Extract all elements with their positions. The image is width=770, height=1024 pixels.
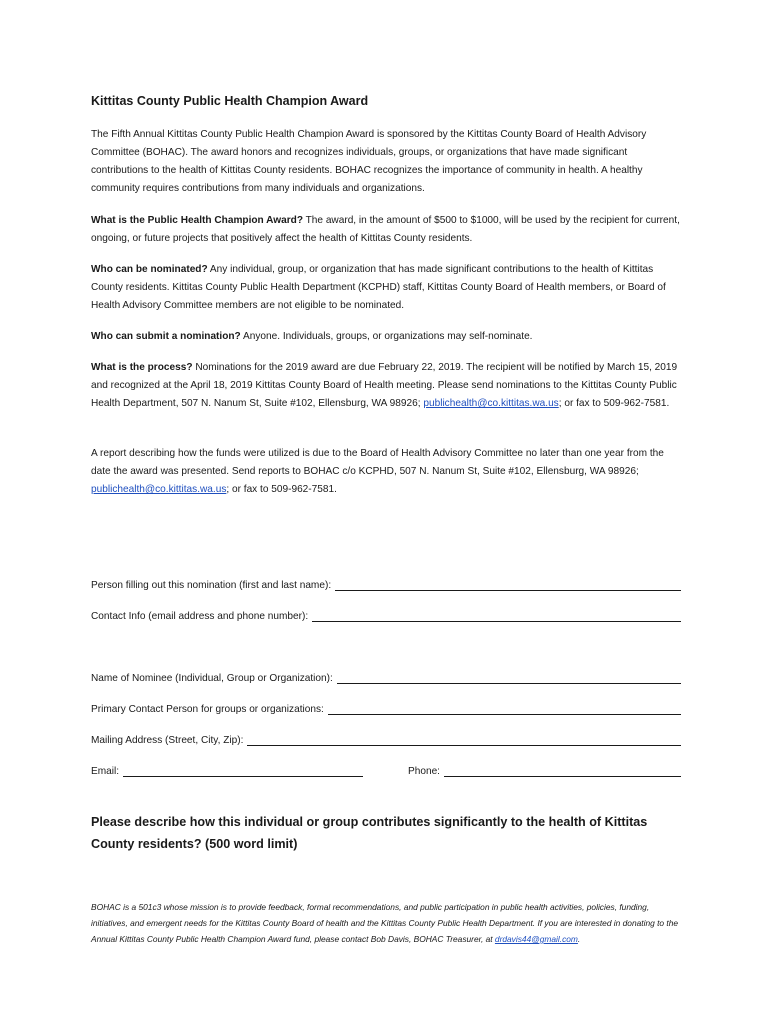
section-answer: Anyone. Individuals, groups, or organizations may self-nominate. [240, 331, 533, 342]
section-process [91, 359, 681, 413]
section-what-is-award [91, 212, 681, 248]
nominee-field-row [91, 668, 681, 684]
email-field-label: Email: [91, 766, 120, 777]
email-field-group [91, 764, 363, 777]
section-who-can-be-nominated [91, 261, 681, 315]
section-who-can-submit [91, 328, 681, 346]
nominee-field-input[interactable] [337, 671, 681, 684]
contact-field-label: Contact Info (email address and phone number): [91, 611, 309, 622]
phone-field-label: Phone: [408, 766, 440, 777]
primary-contact-field-row [91, 699, 681, 715]
report-text: A report describing how the funds were utilized is due to the Board of Health Advisory Committee no later than one year from the date the award was presented. Send reports to BOHAC c/o KCPHD, 507 N. Nanum St, Suite #102, Ellensburg, WA 98926; [91, 448, 664, 477]
phone-field-input[interactable] [444, 764, 681, 777]
process-email-link[interactable]: publichealth@co.kittitas.wa.us [423, 398, 559, 409]
intro-paragraph: The Fifth Annual Kittitas County Public Health Champion Award is sponsored by the Kittitas County Board of Health Advisory Committee (BOHAC). The award honors and recognizes individuals, groups, or organizations that have made significant contributions to the health of Kittitas County residents. BOHAC recognizes the importance of community in health. A healthy community requires contributions from many individuals and organizations. [91, 129, 647, 194]
phone-field-group [408, 764, 681, 777]
address-field-row [91, 730, 681, 746]
person-field-row [91, 575, 681, 591]
section-question: Who can be nominated? [91, 264, 208, 275]
contact-field-row [91, 606, 681, 622]
email-field-input[interactable] [123, 764, 363, 777]
primary-contact-field-input[interactable] [328, 702, 681, 715]
report-paragraph [91, 445, 681, 499]
primary-contact-field-label: Primary Contact Person for groups or organizations: [91, 704, 324, 715]
person-field-input[interactable] [335, 578, 681, 591]
footer-tail: . [577, 934, 581, 944]
section-answer: The award, in the amount of $500 to $1000, will be used by the recipient for current, ongoing, or future projects that positively affect the health of Kittitas County residents. [91, 215, 680, 244]
email-phone-field-row [91, 761, 681, 777]
section-answer: Nominations for the 2019 award are due February 22, 2019. The recipient will be notified by March 15, 2019 and recognized at the April 18, 2019 Kittitas County Board of Health meeting. Please send nominations to the Kittitas County Public Health Department, 507 N. Nanum St, Suite #102, Ellensburg, WA 98926; [91, 362, 678, 409]
section-answer: Any individual, group, or organization that has made significant contributions to the health of Kittitas County residents. Kittitas County Public Health Department (KCPHD) staff, Kittitas County Board of Health members, or Board of Health Advisory Committee members are not eligible to be nominated. [91, 264, 666, 311]
section-question: What is the process? [91, 362, 193, 373]
report-fax-text: ; or fax to 509-962-7581. [226, 484, 337, 495]
section-question: What is the Public Health Champion Award? [91, 215, 303, 226]
person-field-label: Person filling out this nomination (first and last name): [91, 580, 332, 591]
process-fax-text: ; or fax to 509-962-7581. [558, 398, 670, 409]
address-field-input[interactable] [247, 733, 681, 746]
contact-field-input[interactable] [312, 609, 681, 622]
footer-email-link[interactable]: drdavis44@gmail.com [494, 934, 578, 944]
footer-note [91, 899, 681, 947]
address-field-label: Mailing Address (Street, City, Zip): [91, 735, 244, 746]
document-title: Kittitas County Public Health Champion Award [91, 94, 369, 108]
footer-text: BOHAC is a 501c3 whose mission is to provide feedback, formal recommendations, and public participation in public health activities, policies, funding, initiatives, and emergent needs for the Kittitas County Board of health and the Kittitas County Public Health Department. If you are interested in donating to the Annual Kittitas County Public Health Champion Award fund, please contact Bob Davis, BOHAC Treasurer, at [91, 902, 679, 944]
section-question: Who can submit a nomination? [91, 331, 241, 342]
description-question: Please describe how this individual or group contributes significantly to the health of Kittitas County residents? (500 word limit) [91, 815, 648, 851]
nominee-field-label: Name of Nominee (Individual, Group or Organization): [91, 673, 333, 684]
report-email-link[interactable]: publichealth@co.kittitas.wa.us [91, 484, 227, 495]
